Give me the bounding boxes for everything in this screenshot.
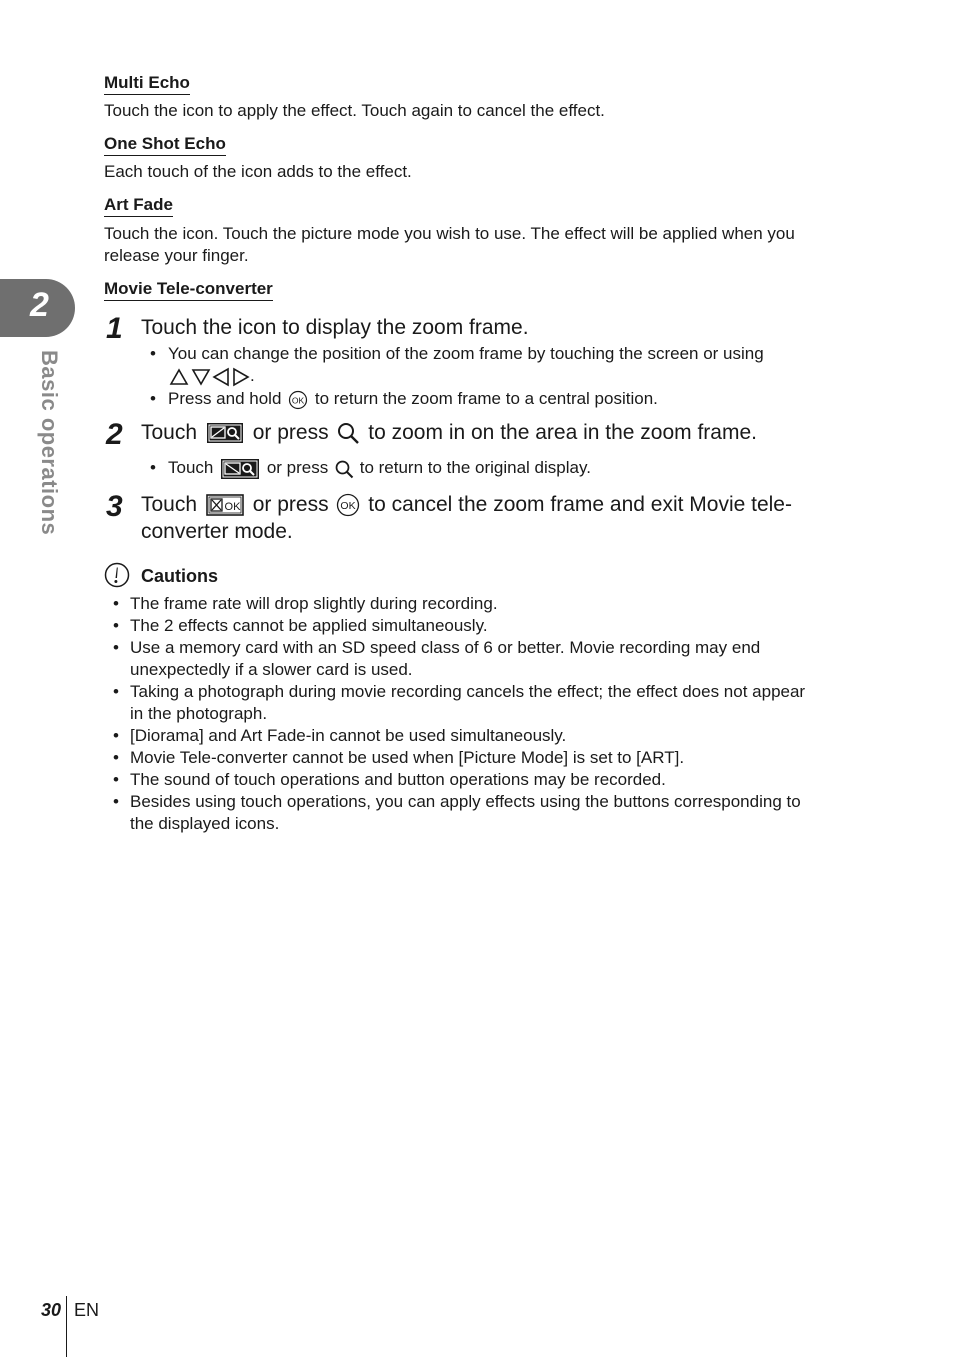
step3-text-line2: converter mode. — [141, 520, 293, 543]
chapter-number: 2 — [30, 286, 49, 324]
section-heading-multi-echo: Multi Echo — [104, 73, 190, 95]
arrow-pad-icons — [168, 367, 250, 387]
cancel-icon-label: OK — [224, 501, 241, 514]
step1-bullet-2 — [150, 388, 830, 410]
bullet-dot: • — [150, 389, 156, 408]
step2-bullet-text-c: to return to the original display. — [359, 458, 591, 477]
section-text-multi-echo: Touch the icon to apply the effect. Touch again to cancel the effect. — [104, 101, 605, 120]
cancel-zoom-frame-icon — [206, 494, 244, 516]
caution-item-text-line1: Use a memory card with an SD speed class of 6 or better. Movie recording may end — [130, 638, 761, 657]
cautions-list — [113, 593, 873, 835]
section-heading-art-fade: Art Fade — [104, 195, 173, 217]
ok-button-icon — [336, 493, 360, 517]
bullet-dot: • — [113, 726, 119, 745]
section-text-one-shot-echo: Each touch of the icon adds to the effect. — [104, 162, 412, 181]
step2-text-c: to zoom in on the area in the zoom frame. — [368, 421, 757, 444]
step2-text-a: Touch — [141, 421, 198, 444]
step-number-2: 2 — [106, 418, 123, 451]
caution-item-text: Movie Tele-converter cannot be used when [Picture Mode] is set to [ART]. — [130, 748, 685, 767]
footer-divider — [66, 1296, 67, 1357]
step-number-1: 1 — [106, 312, 123, 345]
caution-item-text: The frame rate will drop slightly during recording. — [130, 594, 498, 613]
page-language: EN — [74, 1300, 100, 1320]
caution-item — [113, 637, 873, 681]
section-text-art-fade-line1: Touch the icon. Touch the picture mode you wish to use. The effect will be applied when you — [104, 224, 795, 243]
ok-icon-label: OK — [292, 394, 305, 405]
caution-item — [113, 791, 873, 835]
bullet-dot: • — [113, 792, 119, 811]
caution-item — [113, 725, 873, 747]
caution-item-text-line1: Taking a photograph during movie recording cancels the effect; the effect does not appear — [130, 682, 806, 701]
step-text-1: Touch the icon to display the zoom frame. — [141, 316, 529, 339]
chapter-label: Basic operations — [37, 350, 62, 536]
ok-icon-label: OK — [340, 500, 357, 513]
caution-item — [113, 681, 873, 725]
step1-bullet-2-text-b: to return the zoom frame to a central position. — [314, 389, 658, 408]
bullet-dot: • — [113, 638, 119, 657]
caution-item-text-line1: Besides using touch operations, you can apply effects using the buttons corresponding to — [130, 792, 801, 811]
page-number: 30 — [41, 1300, 62, 1320]
ok-button-icon — [288, 390, 308, 410]
step1-bullet-2-text-a: Press and hold — [168, 389, 282, 408]
magnifier-icon — [336, 421, 360, 445]
section-text-art-fade-line2: release your finger. — [104, 246, 249, 265]
bullet-dot: • — [113, 748, 119, 767]
step2-bullet-text-b: or press — [266, 458, 329, 477]
bullet-dot: • — [113, 682, 119, 701]
caution-item-text: [Diorama] and Art Fade-in cannot be used simultaneously. — [130, 726, 567, 745]
caution-item — [113, 747, 873, 769]
caution-item — [113, 593, 873, 615]
step-text-2 — [141, 419, 757, 446]
section-heading-one-shot-echo: One Shot Echo — [104, 134, 226, 156]
bullet-dot: • — [113, 594, 119, 613]
step1-arrows-line — [168, 365, 255, 387]
step1-bullet-1-text: You can change the position of the zoom frame by touching the screen or using — [168, 344, 764, 363]
step2-bullet — [150, 457, 591, 480]
caution-item — [113, 615, 873, 637]
step1-bullet-1 — [150, 343, 830, 365]
bullet-dot: • — [113, 616, 119, 635]
caution-icon — [104, 562, 130, 588]
caution-item-text: The 2 effects cannot be applied simultaneously. — [130, 616, 488, 635]
caution-item-text: The sound of touch operations and button operations may be recorded. — [130, 770, 666, 789]
bullet-dot: • — [150, 458, 156, 477]
bullet-dot: • — [150, 344, 156, 363]
step2-bullet-text-a: Touch — [168, 458, 214, 477]
step3-text-a: Touch — [141, 493, 198, 516]
caution-item-text-line2: in the photograph. — [130, 704, 268, 723]
step-number-3: 3 — [106, 490, 123, 523]
caution-item — [113, 769, 873, 791]
caution-item-text-line2: unexpectedly if a slower card is used. — [130, 660, 413, 679]
bullet-dot: • — [113, 770, 119, 789]
zoom-out-touch-icon — [220, 458, 260, 480]
magnifier-icon — [334, 459, 354, 479]
step3-text-b: or press — [252, 493, 329, 516]
caution-item-text-line2: the displayed icons. — [130, 814, 280, 833]
step3-text-c: to cancel the zoom frame and exit Movie tele- — [368, 493, 792, 516]
zoom-in-touch-icon — [206, 422, 244, 444]
step-text-3 — [141, 491, 792, 518]
section-heading-movie-tele: Movie Tele-converter — [104, 279, 273, 301]
step1-arrows-period: . — [250, 366, 255, 385]
cautions-title: Cautions — [141, 566, 219, 586]
step2-text-b: or press — [252, 421, 329, 444]
